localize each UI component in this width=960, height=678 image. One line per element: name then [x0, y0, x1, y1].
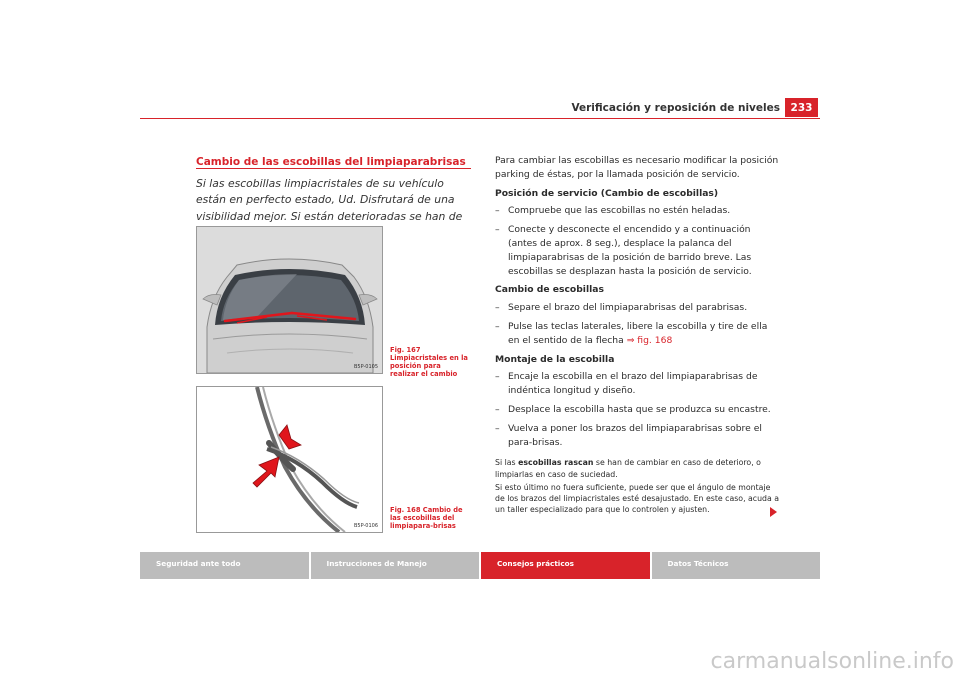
list-item: – Separe el brazo del limpiaparabrisas del parabrisas. — [495, 302, 748, 314]
section-intro: Si las escobillas limpiacristales de su vehículo están en perfecto estado, Ud. Disfrutará de una visibilidad mejor. Si están deterioradas se han de — [196, 177, 463, 223]
running-header-title: Verificación y reposición de niveles — [571, 102, 780, 114]
tab-datos[interactable]: Datos Técnicos — [652, 552, 821, 579]
section-rule — [196, 168, 471, 169]
subheading-change-blades: Cambio de escobillas — [495, 284, 604, 296]
figure-168-wiper-blade — [196, 386, 383, 533]
watermark: carmanualsonline.info — [710, 649, 954, 674]
page-number: 233 — [785, 98, 818, 117]
continue-arrow-icon[interactable] — [770, 507, 777, 517]
body-intro: Para cambiar las escobillas es necesario modificar la posición parking de éstas, por la llamada posición de servicio. — [495, 155, 779, 180]
figure-168-caption: Fig. 168 Cambio de las escobillas del limpiapara-brisas — [390, 506, 463, 530]
instructions-body — [495, 154, 780, 517]
figure-reference-link[interactable]: ⇒ fig. 168 — [626, 334, 673, 346]
header-rule — [140, 118, 820, 119]
list-item: – Vuelva a poner los brazos del limpiaparabrisas sobre el para-brisas. — [495, 422, 762, 448]
note-arm-angle: Si esto último no fuera suficiente, puede ser que el ángulo de montaje de los brazos del limpiacristales esté desajustado. En este caso, acuda a un taller especializado para que lo controlen y ajusten. — [495, 482, 780, 515]
tab-consejos[interactable]: Consejos prácticos — [481, 552, 650, 579]
subheading-mount-blade: Montaje de la escobilla — [495, 353, 615, 365]
tab-instrucciones[interactable]: Instrucciones de Manejo — [311, 552, 480, 579]
list-item: – Encaje la escobilla en el brazo del limpiaparabrisas de indéntica longitud y diseño. — [495, 371, 758, 397]
list-item: – Pulse las teclas laterales, libere la escobilla y tire de ella en el sentido de la flecha ⇒ fig. 168 — [495, 320, 768, 346]
figure-167-caption: Fig. 167 Limpiacristales en la posición para realizar el cambio — [390, 346, 468, 378]
figure-code: B5P-0106 — [353, 523, 378, 529]
subheading-service-position: Posición de servicio (Cambio de escobillas) — [495, 187, 719, 199]
note-scraping-blades: Si las escobillas rascan se han de cambiar en caso de deterioro, o limpiarlas en caso de suciedad. — [495, 458, 761, 479]
footer-nav — [140, 552, 820, 579]
figure-code: B5P-0105 — [353, 364, 378, 370]
list-item: – Conecte y desconecte el encendido y a continuación (antes de aprox. 8 seg.), desplace la palanca del limpiaparabrisas de la posición de barrido breve. Las escobillas se desplazan hasta la posición de servicio. — [495, 224, 752, 277]
list-item: – Compruebe que las escobillas no estén heladas. — [495, 205, 731, 217]
tab-seguridad[interactable]: Seguridad ante todo — [140, 552, 309, 579]
list-item: – Desplace la escobilla hasta que se produzca su encastre. — [495, 403, 771, 415]
figure-167-windshield — [196, 226, 383, 374]
note-block — [495, 457, 780, 515]
section-title: Cambio de las escobillas del limpiaparabrisas — [196, 156, 466, 168]
